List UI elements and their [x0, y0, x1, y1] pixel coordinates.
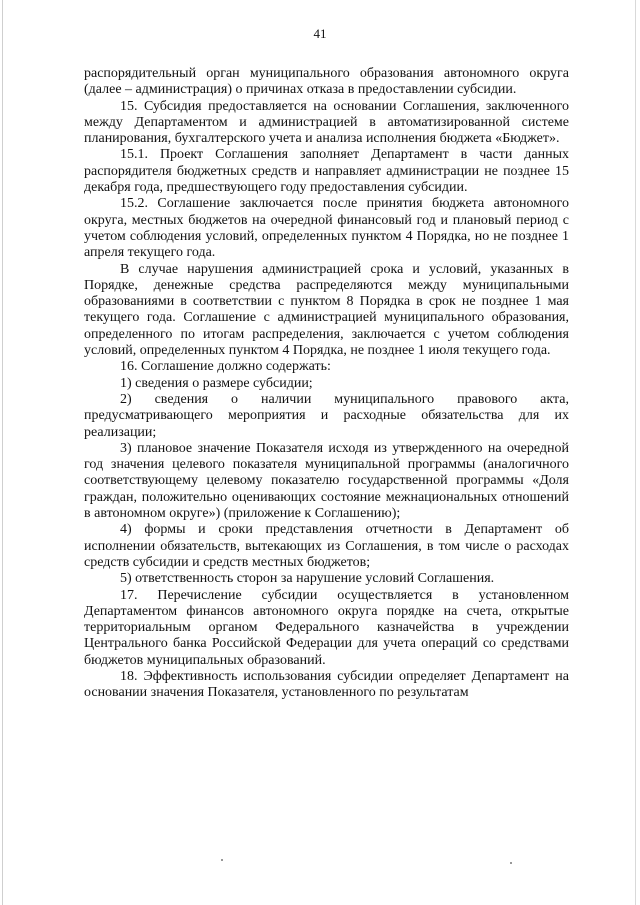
page-number: 41	[313, 26, 327, 41]
paragraph: 3) плановое значение Показателя исходя из утвержденного на очередной год значения целевого показателя муниципальной программы (аналогичного соответствующему целевому показателю государственной программы «Доля граждан, положительно оценивающих состояние межнациональных отношений в автономном округе») (приложение к Соглашению);	[84, 440, 569, 522]
paragraph: 5) ответственность сторон за нарушение условий Соглашения.	[120, 571, 495, 587]
paragraph: 15.2. Соглашение заключается после принятия бюджета автономного округа, местных бюджетов на очередной финансовый год и плановый период с учетом соблюдения условий, определенных пунктом 4 Порядка, но не позднее 1 апреля текущего года.	[84, 196, 569, 261]
scan-speck	[510, 862, 512, 864]
paragraph: распорядительный орган муниципального образования автономного округа (далее – администрация) о причинах отказа в предоставлении субсидии.	[84, 66, 569, 98]
paragraph: 1) сведения о размере субсидии;	[120, 375, 313, 391]
scan-speck	[221, 859, 223, 861]
scan-edge-left	[2, 0, 3, 905]
paragraph: 15.1. Проект Соглашения заполняет Департамент в части данных распорядителя бюджетных средств и направляет администрации не позднее 15 декабря года, предшествующего году предоставления субсидии.	[84, 147, 569, 196]
paragraph: 4) формы и сроки представления отчетности в Департамент об исполнении обязательств, вытекающих из Соглашения, в том числе о расходах средств субсидии и средств местных бюджетов;	[84, 522, 569, 570]
paragraph: 17. Перечисление субсидии осуществляется в установленном Департаментом финансов автономного округа порядке на счета, открытые территориальным органом Федерального казначейства в учреждении Центрального банка Российской Федерации для учета операций со средствами бюджетов муниципальных образований.	[84, 587, 569, 668]
paragraph: 16. Соглашение должно содержать:	[120, 359, 331, 375]
paragraph: 18. Эффективность использования субсидии определяет Департамент на основании значения Показателя, установленного по результатам	[84, 668, 569, 701]
body-text	[84, 66, 569, 702]
paragraph: В случае нарушения администрацией срока и условий, указанных в Порядке, денежные средства распределяются между муниципальными образованиями в соответствии с пунктом 8 Порядка в срок не позднее 1 мая текущего года. Соглашение с администрацией муниципального образования, определенного по итогам распределения, заключается с учетом соблюдения условий, определенных пунктом 4 Порядка, не позднее 1 июля текущего года.	[84, 261, 569, 359]
scan-edge-right	[635, 0, 636, 905]
paragraph: 15. Субсидия предоставляется на основании Соглашения, заключенного между Департаментом и администрацией в автоматизированной системе планирования, бухгалтерского учета и анализа исполнения бюджета «Бюджет».	[84, 98, 569, 147]
paragraph: 2) сведения о наличии муниципального правового акта, предусматривающего мероприятия и расходные обязательства для их реализации;	[84, 391, 569, 440]
